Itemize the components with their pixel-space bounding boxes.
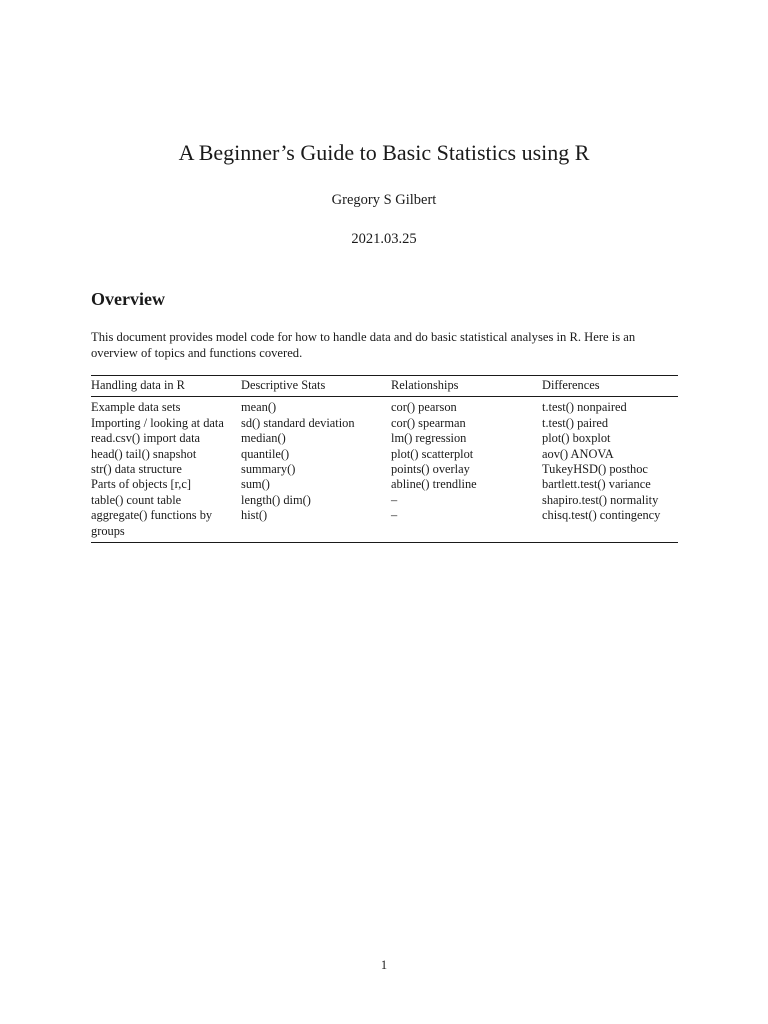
table-cell: table() count table [91,492,182,507]
table-header-row [91,376,678,397]
table-cell: aov() ANOVA [542,446,614,461]
document-title: A Beginner’s Guide to Basic Statistics using R [178,140,590,165]
section-heading-overview: Overview [91,289,165,309]
topics-table [91,375,678,543]
table-cell: summary() [241,462,296,477]
table-cell: sd() standard deviation [241,415,355,430]
column-header-differences: Differences [542,376,678,397]
table-row [91,493,678,508]
table-cell: t.test() nonpaired [542,400,627,415]
table-cell: chisq.test() contingency [542,508,661,523]
table-row [91,397,678,416]
table-cell: mean() [241,400,277,415]
table-cell: Importing / looking at data [91,415,224,430]
table-cell: points() overlay [391,462,470,477]
table-row [91,508,678,542]
table-cell: Parts of objects [r,c] [91,477,191,492]
table-cell: lm() regression [391,431,467,446]
table-row [91,462,678,477]
table-cell: plot() boxplot [542,431,611,446]
column-header-relationships: Relationships [391,376,542,397]
table-row [91,416,678,431]
table-cell: cor() pearson [391,400,457,415]
page-number: 1 [380,958,388,972]
table-cell: t.test() paired [542,415,609,430]
intro-paragraph: This document provides model code for how to handle data and do basic statistical analyses in R. Here is an overview of topics and functions covered. [91,330,636,360]
table-cell: bartlett.test() variance [542,477,651,492]
document-author: Gregory S Gilbert [331,192,437,208]
column-header-descriptive-stats: Descriptive Stats [241,376,391,397]
document-date: 2021.03.25 [351,231,417,247]
table-cell: – [391,508,398,523]
table-cell: Example data sets [91,400,181,415]
table-cell: str() data structure [91,462,182,477]
table-cell: – [391,492,398,507]
table-cell: plot() scatterplot [391,446,474,461]
table-row [91,447,678,462]
column-header-handling-data: Handling data in R [91,376,241,397]
table-cell: median() [241,431,286,446]
table-cell: head() tail() snapshot [91,446,197,461]
table-cell: TukeyHSD() posthoc [542,462,648,477]
table-cell: aggregate() functions by groups [91,508,213,538]
table-cell: hist() [241,508,268,523]
table-row [91,431,678,446]
table-cell: length() dim() [241,492,311,507]
table-cell: abline() trendline [391,477,477,492]
table-cell: sum() [241,477,270,492]
table-cell: read.csv() import data [91,431,201,446]
table-cell: quantile() [241,446,290,461]
table-cell: cor() spearman [391,415,466,430]
table-cell: shapiro.test() normality [542,492,659,507]
table-row [91,477,678,492]
